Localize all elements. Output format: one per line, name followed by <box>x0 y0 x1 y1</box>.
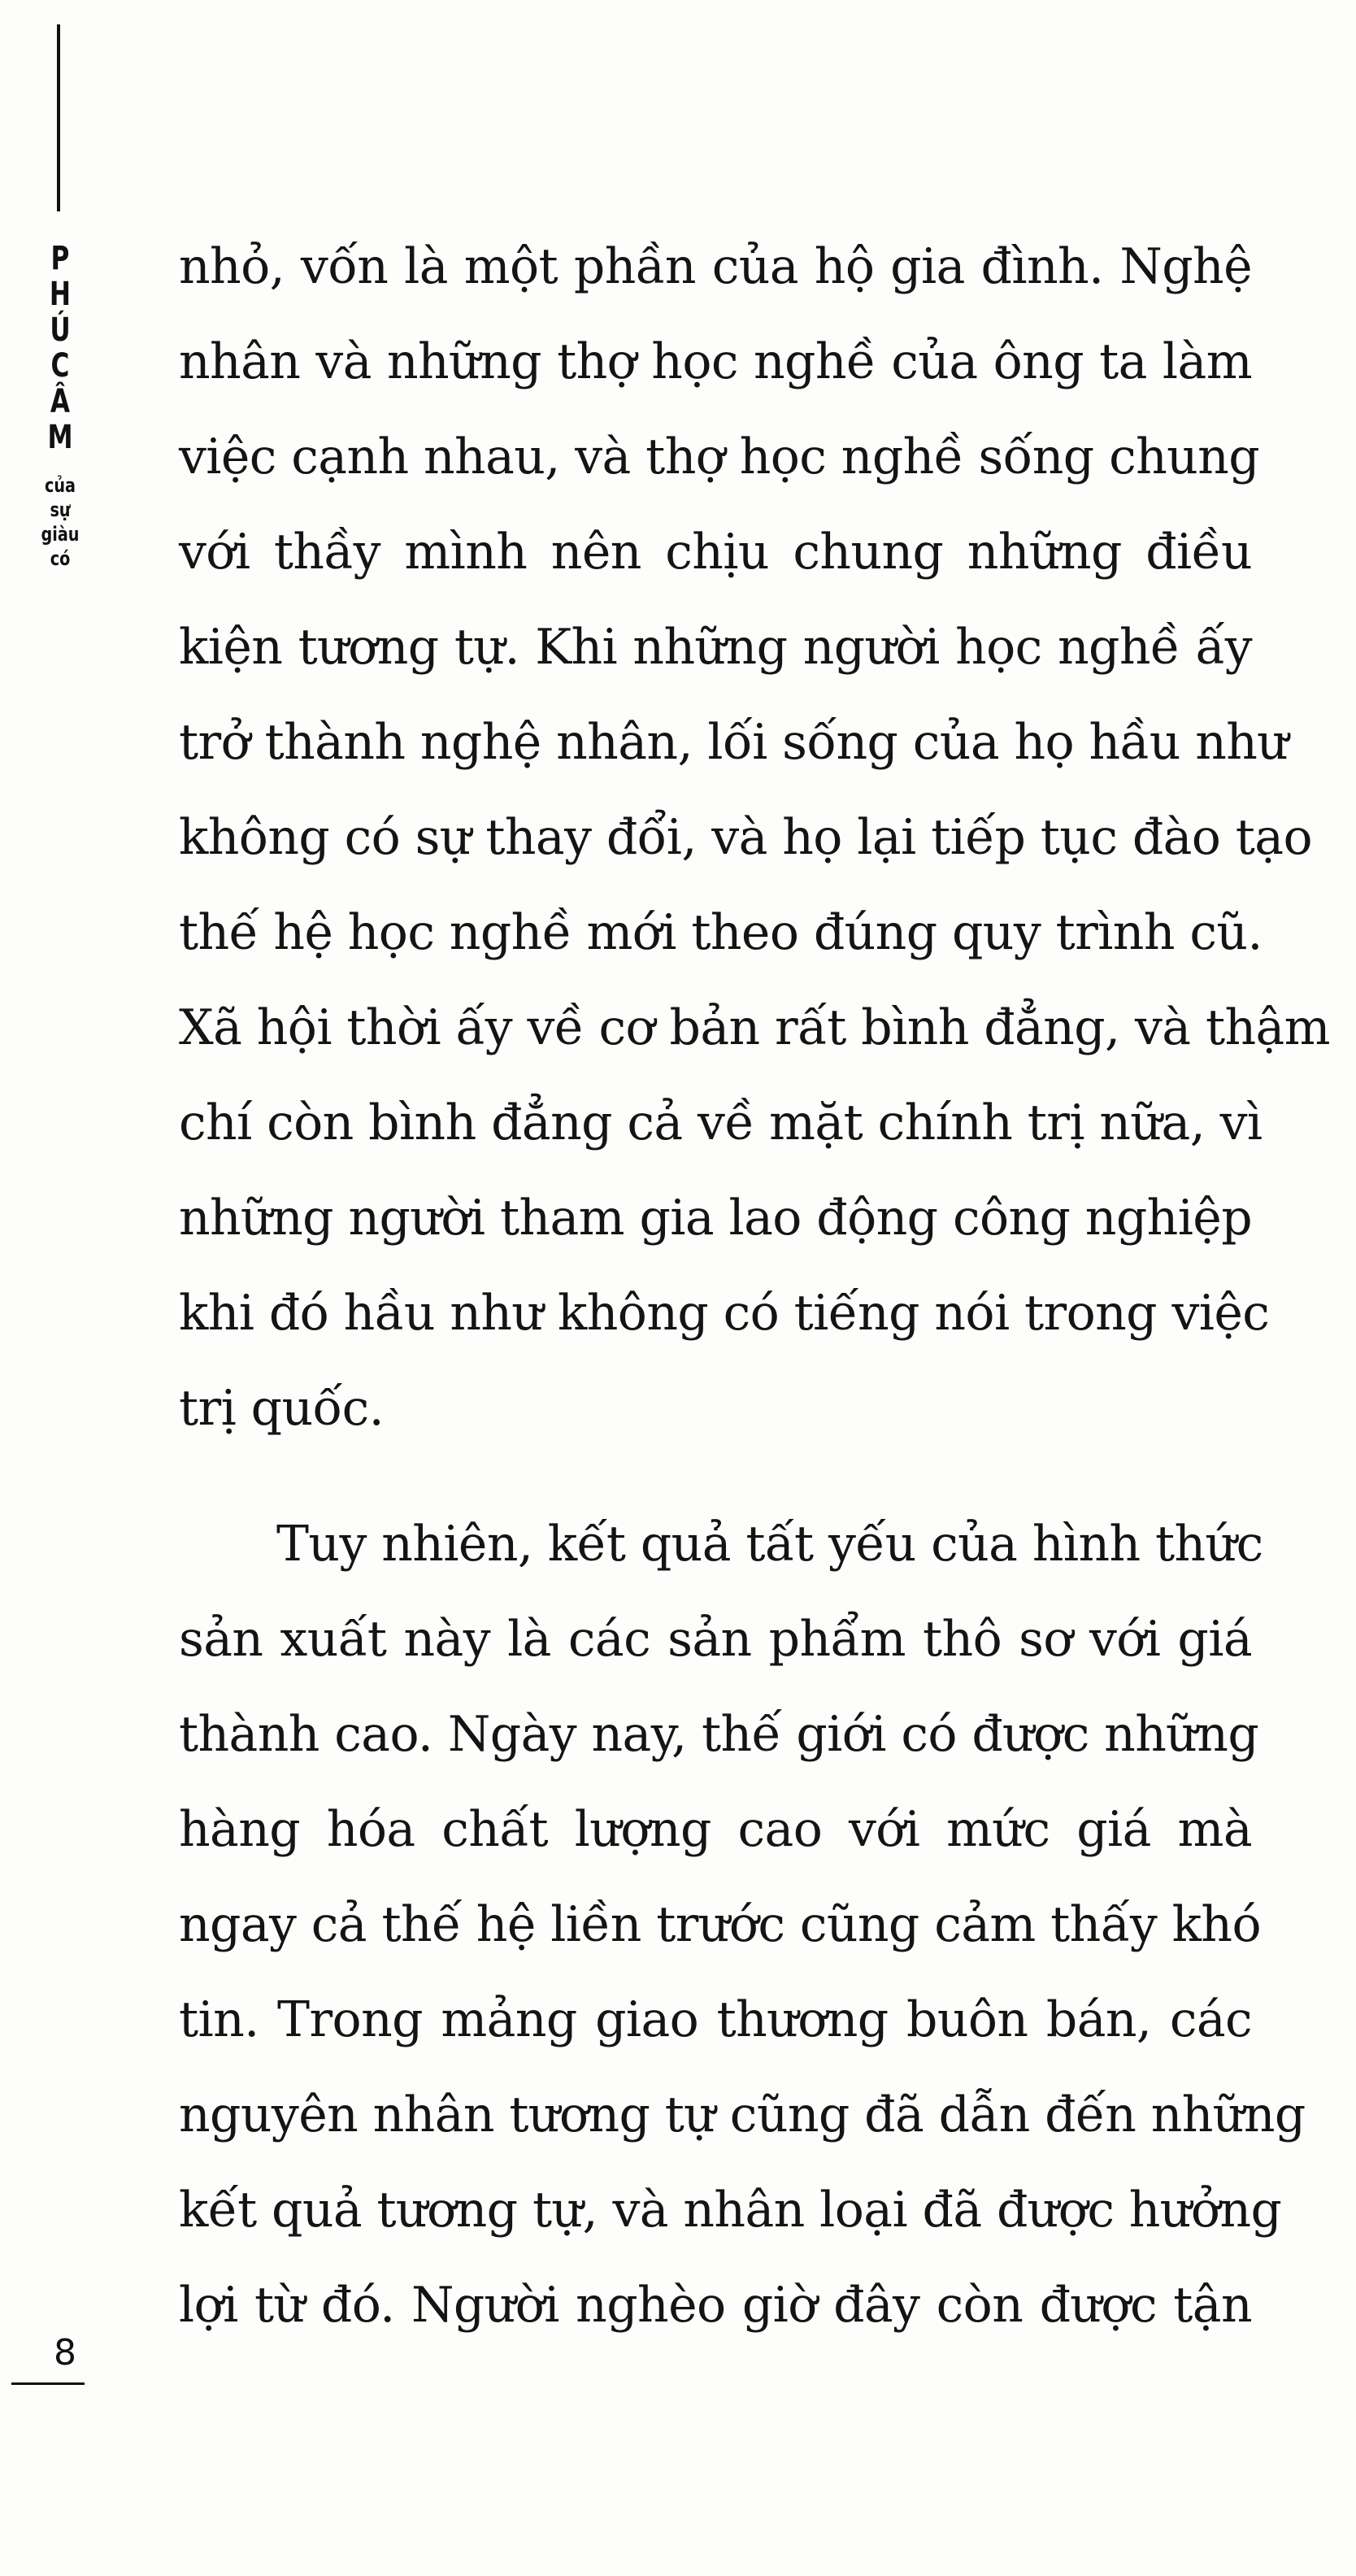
text-line: ngay cả thế hệ liền trước cũng cảm thấy khó <box>179 1896 1261 1953</box>
text-line: lợi từ đó. Người nghèo giờ đây còn được tận <box>179 2277 1252 2334</box>
running-head-letter: C <box>50 347 70 385</box>
text-line: những người tham gia lao động công nghiệp <box>179 1190 1252 1247</box>
running-head-letter: M <box>47 419 73 456</box>
text-line: Xã hội thời ấy về cơ bản rất bình đẳng, và thậm <box>179 999 1330 1056</box>
running-head-subword: sự <box>50 498 71 521</box>
running-head-letter: Ú <box>50 311 71 349</box>
text-line: tin. Trong mảng giao thương buôn bán, các <box>179 1991 1252 2048</box>
running-head-title <box>33 241 88 571</box>
text-line: không có sự thay đổi, và họ lại tiếp tục đào tạo <box>179 809 1313 866</box>
text-line: trở thành nghệ nhân, lối sống của họ hầu như <box>179 714 1289 771</box>
running-head-subword: giàu <box>41 523 80 546</box>
page-number-rule <box>11 2382 85 2385</box>
text-line: nguyên nhân tương tự cũng đã dẫn đến những <box>179 2086 1306 2143</box>
text-line: Tuy nhiên, kết quả tất yếu của hình thức <box>276 1516 1263 1573</box>
text-line: kiện tương tự. Khi những người học nghề ấy <box>179 619 1252 676</box>
text-line: chí còn bình đẳng cả về mặt chính trị nữa, vì <box>179 1094 1263 1151</box>
text-line: trị quốc. <box>179 1380 385 1437</box>
text-line: hàng hóa chất lượng cao với mức giá mà <box>179 1801 1252 1858</box>
text-line: kết quả tương tự, và nhân loại đã được hưởng <box>179 2182 1282 2239</box>
text-line: việc cạnh nhau, và thợ học nghề sống chung <box>179 429 1260 485</box>
body-text <box>179 220 1330 2353</box>
text-line: sản xuất này là các sản phẩm thô sơ với giá <box>179 1611 1252 1668</box>
running-head-subword: có <box>50 547 71 570</box>
text-line: với thầy mình nên chịu chung những điều <box>179 524 1252 581</box>
paragraph-2 <box>179 1497 1306 2353</box>
text-line: khi đó hầu như không có tiếng nói trong việc <box>179 1285 1270 1342</box>
text-line: nhỏ, vốn là một phần của hộ gia đình. Nghệ <box>179 238 1252 295</box>
running-head-letter: P <box>50 240 70 277</box>
text-line: nhân và những thợ học nghề của ông ta làm <box>179 333 1252 390</box>
running-head-letter: H <box>49 276 72 313</box>
running-head-subword: của <box>44 474 76 497</box>
margin-rule <box>57 24 60 211</box>
text-line: thành cao. Ngày nay, thế giới có được những <box>179 1706 1259 1763</box>
running-head-letter: Â <box>50 383 71 420</box>
text-line: thế hệ học nghề mới theo đúng quy trình cũ. <box>179 904 1263 961</box>
paragraph-1 <box>179 220 1330 1456</box>
page-number: 8 <box>54 2332 76 2374</box>
